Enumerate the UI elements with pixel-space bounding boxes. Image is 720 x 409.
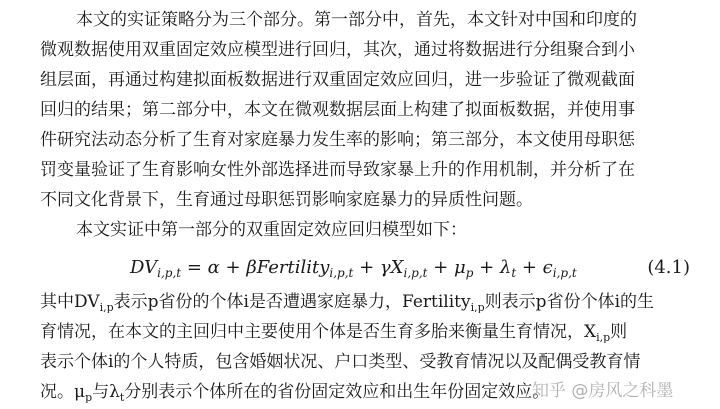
equation-body: $DV_{i,p,t} = \alpha$ + βFertility$_{i,p,t}$ + $\gamma X_{i,p,t} + \mu_p + \lambda_t + \epsilon_{i,p,t}$ — [130, 257, 577, 280]
zhihu-watermark: 知乎 @房风之科墨 — [532, 381, 674, 401]
paragraph1-line4: 回归的结果；第二部分中，本文在微观数据层面上构建了拟面板数据，并使用事 — [40, 100, 635, 120]
paragraph1-line2: 微观数据使用双重固定效应模型进行回归，其次，通过将数据进行分组聚合到小 — [40, 40, 635, 60]
paragraph3-line1: 其中$DV_{i,p}$表示p省份的个体i是否遭遇家庭暴力，Fertility$_{i,p}$则表示p省份个体i的生 — [40, 292, 655, 313]
paragraph1-line5: 件研究法动态分析了生育对家庭暴力发生率的影响；第三部分，本文使用母职惩 — [40, 130, 635, 150]
paragraph1-line3: 组层面，再通过构建拟面板数据进行双重固定效应回归，进一步验证了微观截面 — [40, 70, 635, 90]
equation-number: (4.1) — [647, 257, 690, 278]
paragraph3-line3: 表示个体i的个人特质，包含婚姻状况、户口类型、受教育情况以及配偶受教育情 — [40, 352, 641, 372]
paragraph1-line6: 罚变量验证了生育影响女性外部选择进而导致家暴上升的作用机制，并分析了在 — [40, 160, 635, 180]
paragraph3-line4: 况。$\mu_p$与$\lambda_t$分别表示个体所在的省份固定效应和出生年份固定效应。 — [40, 382, 550, 403]
paragraph1-line1: 本文的实证策略分为三个部分。第一部分中，首先，本文针对中国和印度的 — [76, 10, 637, 30]
paragraph1-line7: 不同文化背景下，生育通过母职惩罚影响家庭暴力的异质性问题。 — [40, 190, 533, 210]
paragraph2-intro: 本文实证中第一部分的双重固定效应回归模型如下： — [76, 220, 467, 240]
paragraph3-line2: 育情况，在本文的主回归中主要使用个体是否生育多胎来衡量生育情况，$X_{i,p}$则 — [40, 322, 628, 343]
regression-equation — [130, 255, 690, 281]
